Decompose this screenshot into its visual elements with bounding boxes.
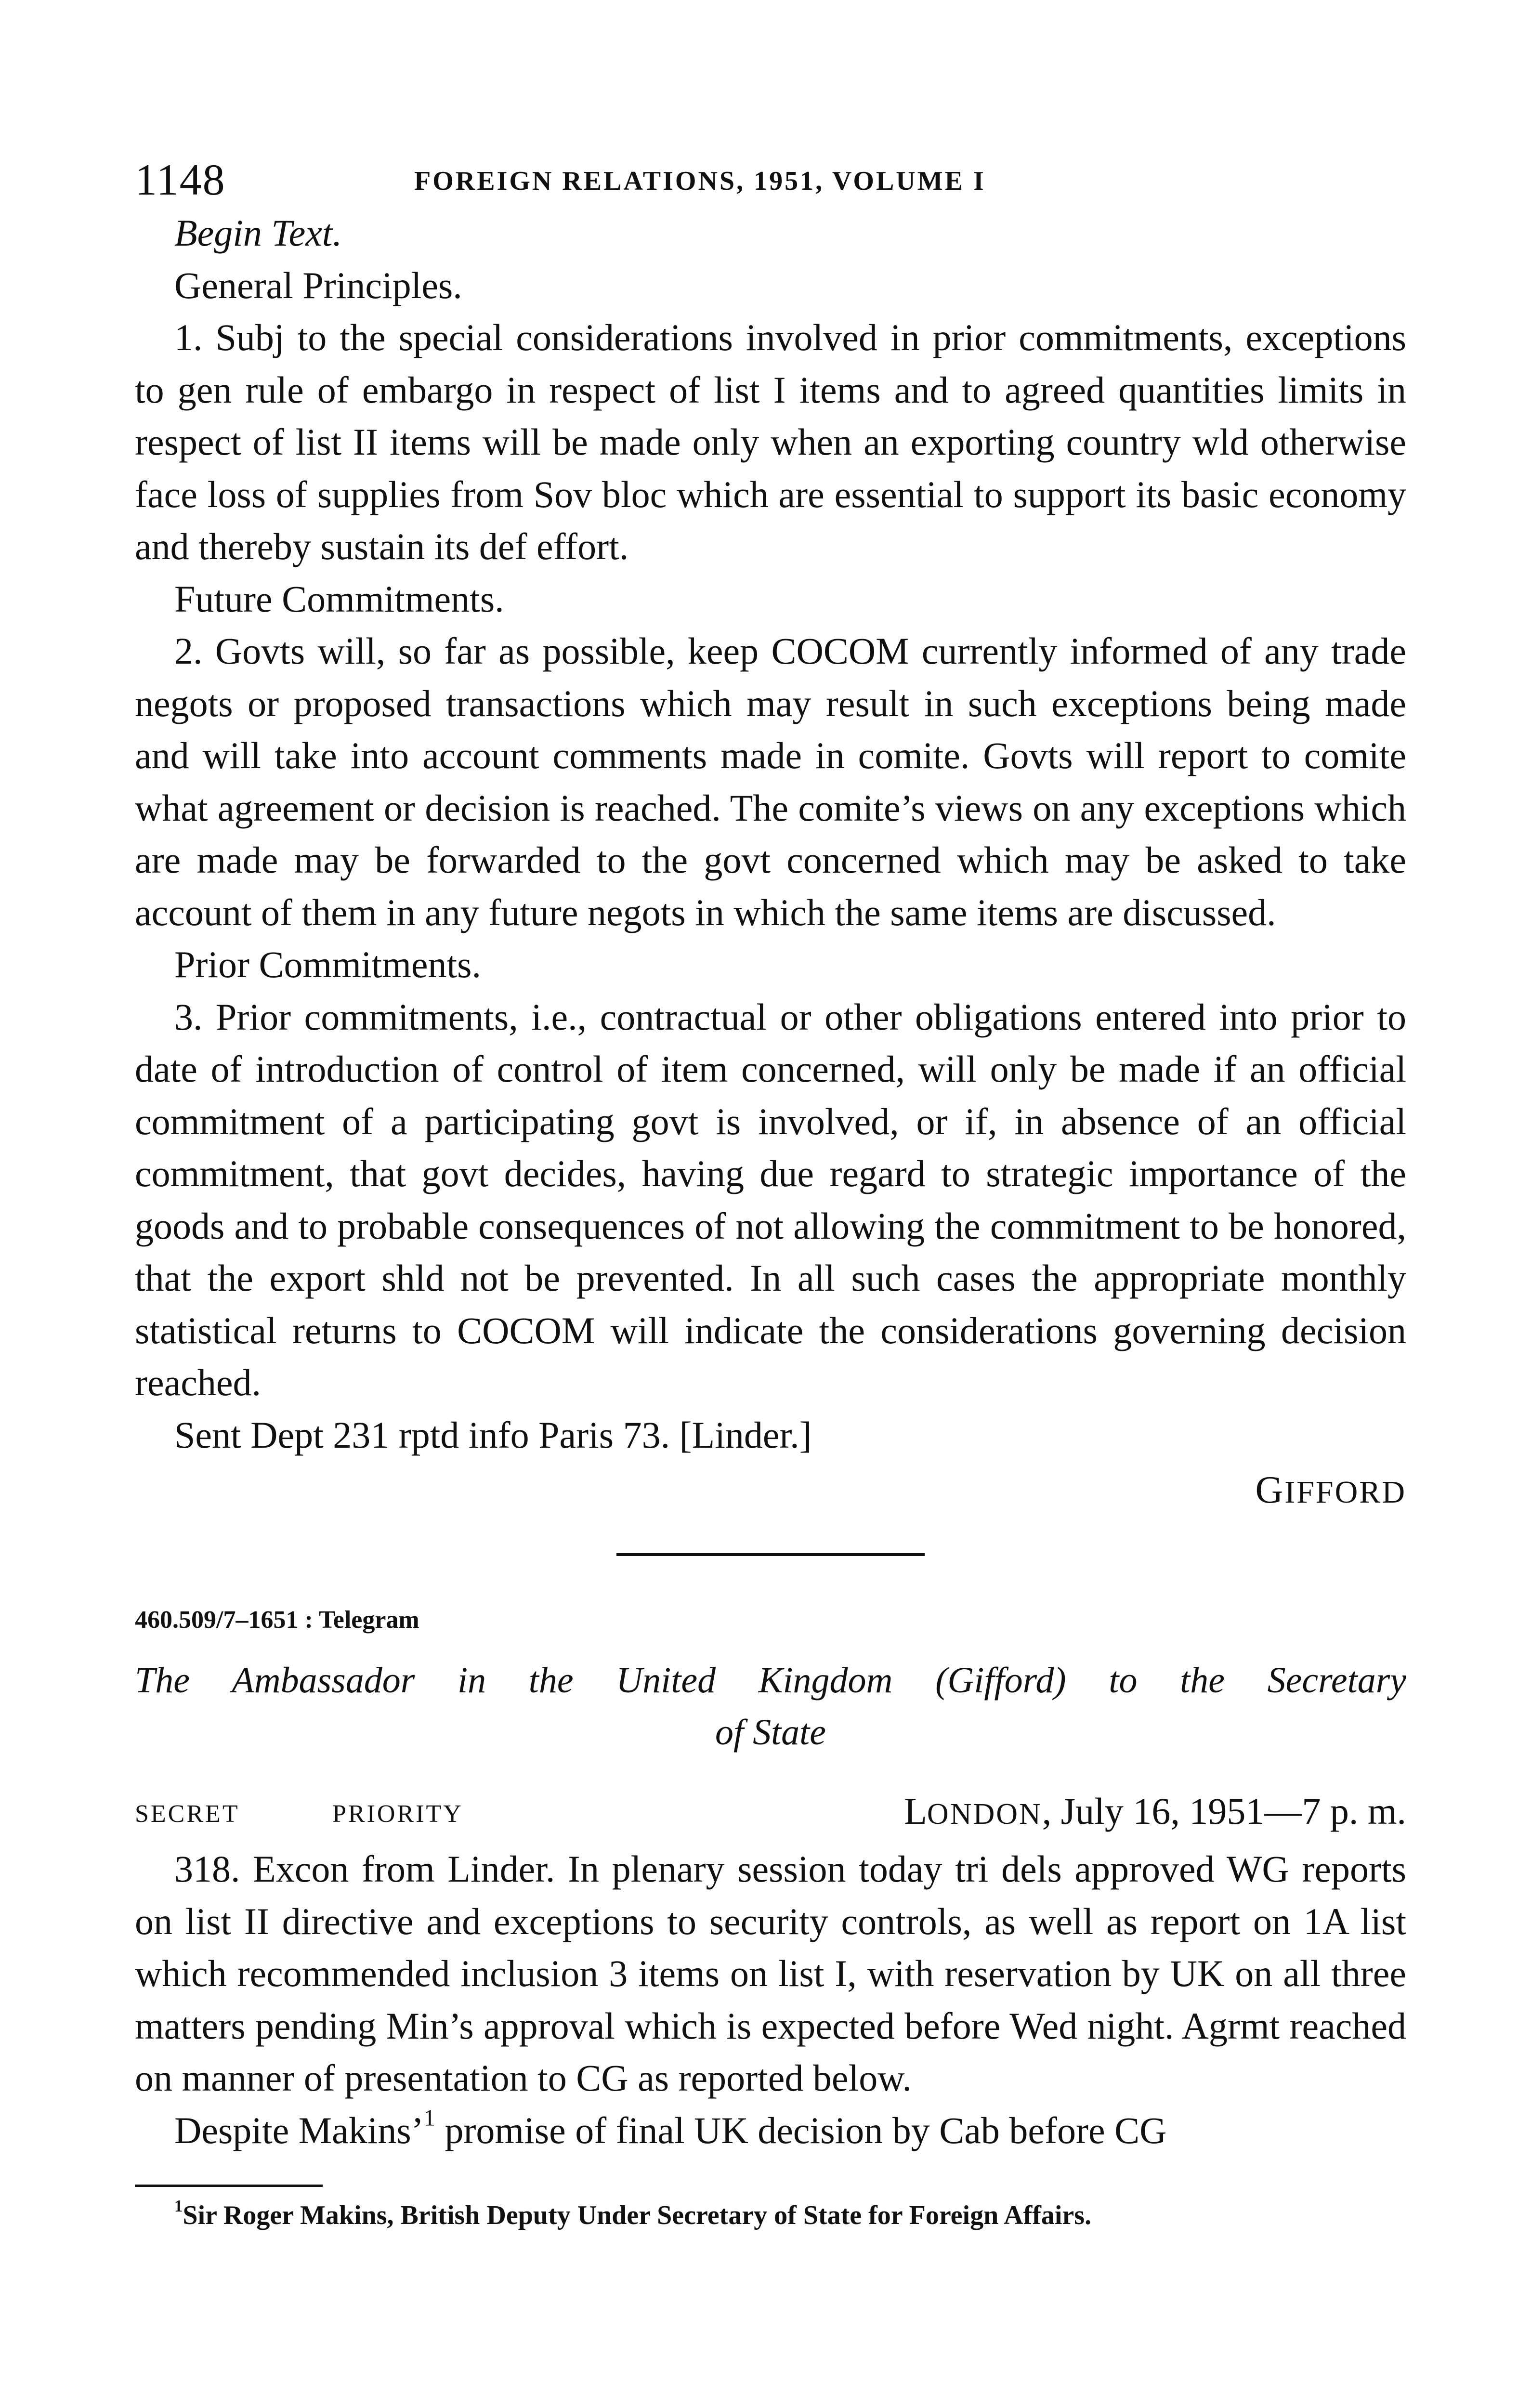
file-reference: 460.509/7–1651 : Telegram xyxy=(135,1606,419,1634)
paragraph-318: 318. Excon from Linder. In plenary session today tri dels approved WG reports on list II directive and exceptions to security controls, as well as report on 1A list which recommended inclusion 3 items on list I, with reservation by UK on all three matters pending Min’s approval which is expected before Wed night. Agrmt reached on manner of presentation to CG as reported below. xyxy=(135,1848,1406,2099)
section-heading-future-commitments: Future Commitments. xyxy=(174,577,504,620)
dateline-city-rest: ONDON xyxy=(927,1798,1042,1831)
document-title-line-1: The Ambassador in the United Kingdom (Gifford) to the Secretary xyxy=(135,1660,1406,1701)
footnote-rule xyxy=(135,2185,323,2187)
dateline xyxy=(904,1785,1406,1840)
dateline-date: , July 16, 1951—7 p. m. xyxy=(1042,1790,1406,1832)
section-heading-prior-commitments: Prior Commitments. xyxy=(174,943,482,985)
signature xyxy=(135,1464,1406,1518)
page-content xyxy=(135,144,1406,2233)
footnote xyxy=(135,2198,1406,2233)
priority: PRIORITY xyxy=(332,1800,463,1828)
paragraph-despite xyxy=(135,2105,1406,2157)
paragraph-1: 1. Subj to the special considerations involved in prior commitments, exceptions to gen rule of embargo in respect of list I items and to agreed quantities limits in respect of list II items will be made only when an exporting country wld otherwise face loss of supplies from Sov bloc which are essential to support its basic economy and thereby sustain its def effort. xyxy=(135,316,1406,567)
running-head xyxy=(135,144,1406,207)
second-document xyxy=(135,1603,1406,2157)
paragraph-despite-end: promise of final UK decision by Cab before CG xyxy=(435,2109,1167,2151)
section-heading-general-principles: General Principles. xyxy=(174,264,462,306)
running-title: FOREIGN RELATIONS, 1951, VOLUME I xyxy=(414,166,986,196)
signature-initial: G xyxy=(1255,1469,1285,1511)
sent-line: Sent Dept 231 rptd info Paris 73. [Linder.] xyxy=(174,1413,812,1456)
page-number: 1148 xyxy=(135,155,226,204)
footnote-marker: 1 xyxy=(174,2196,183,2215)
footnote-text: Sir Roger Makins, British Deputy Under Secretary of State for Foreign Affairs. xyxy=(183,2200,1092,2230)
classification-line xyxy=(135,1785,1406,1843)
begin-text-label: Begin Text. xyxy=(174,212,342,254)
paragraph-despite-start: Despite Makins’ xyxy=(174,2109,424,2151)
first-document xyxy=(135,207,1406,1518)
document-separator xyxy=(616,1553,925,1556)
document-title-line-2: of State xyxy=(715,1712,826,1753)
signature-rest: IFFORD xyxy=(1284,1475,1406,1510)
paragraph-3: 3. Prior commitments, i.e., contractual or other obligations entered into prior to date of introduction of control of item concerned, will only be made if an official commitment of a participating govt is involved, or if, in absence of an official commitment, that govt decides, having due regard to strategic importance of the goods and to probable consequences of not allowing the commitment to be honored, that the export shld not be prevented. In all such cases the appropriate monthly statistical returns to COCOM will indicate the considerations governing decision reached. xyxy=(135,995,1406,1403)
classification: SECRET xyxy=(135,1800,240,1828)
dateline-city-initial: L xyxy=(904,1790,927,1832)
footnote-reference: 1 xyxy=(423,2105,435,2131)
paragraph-2: 2. Govts will, so far as possible, keep COCOM currently informed of any trade negots or proposed transactions which may result in such exceptions being made and will take into account comments made in comite. Govts will report to comite what agreement or decision is reached. The comite’s views on any exceptions which are made may be forwarded to the govt concerned which may be asked to take account of them in any future negots in which the same items are discussed. xyxy=(135,630,1406,933)
document-title xyxy=(135,1654,1406,1758)
